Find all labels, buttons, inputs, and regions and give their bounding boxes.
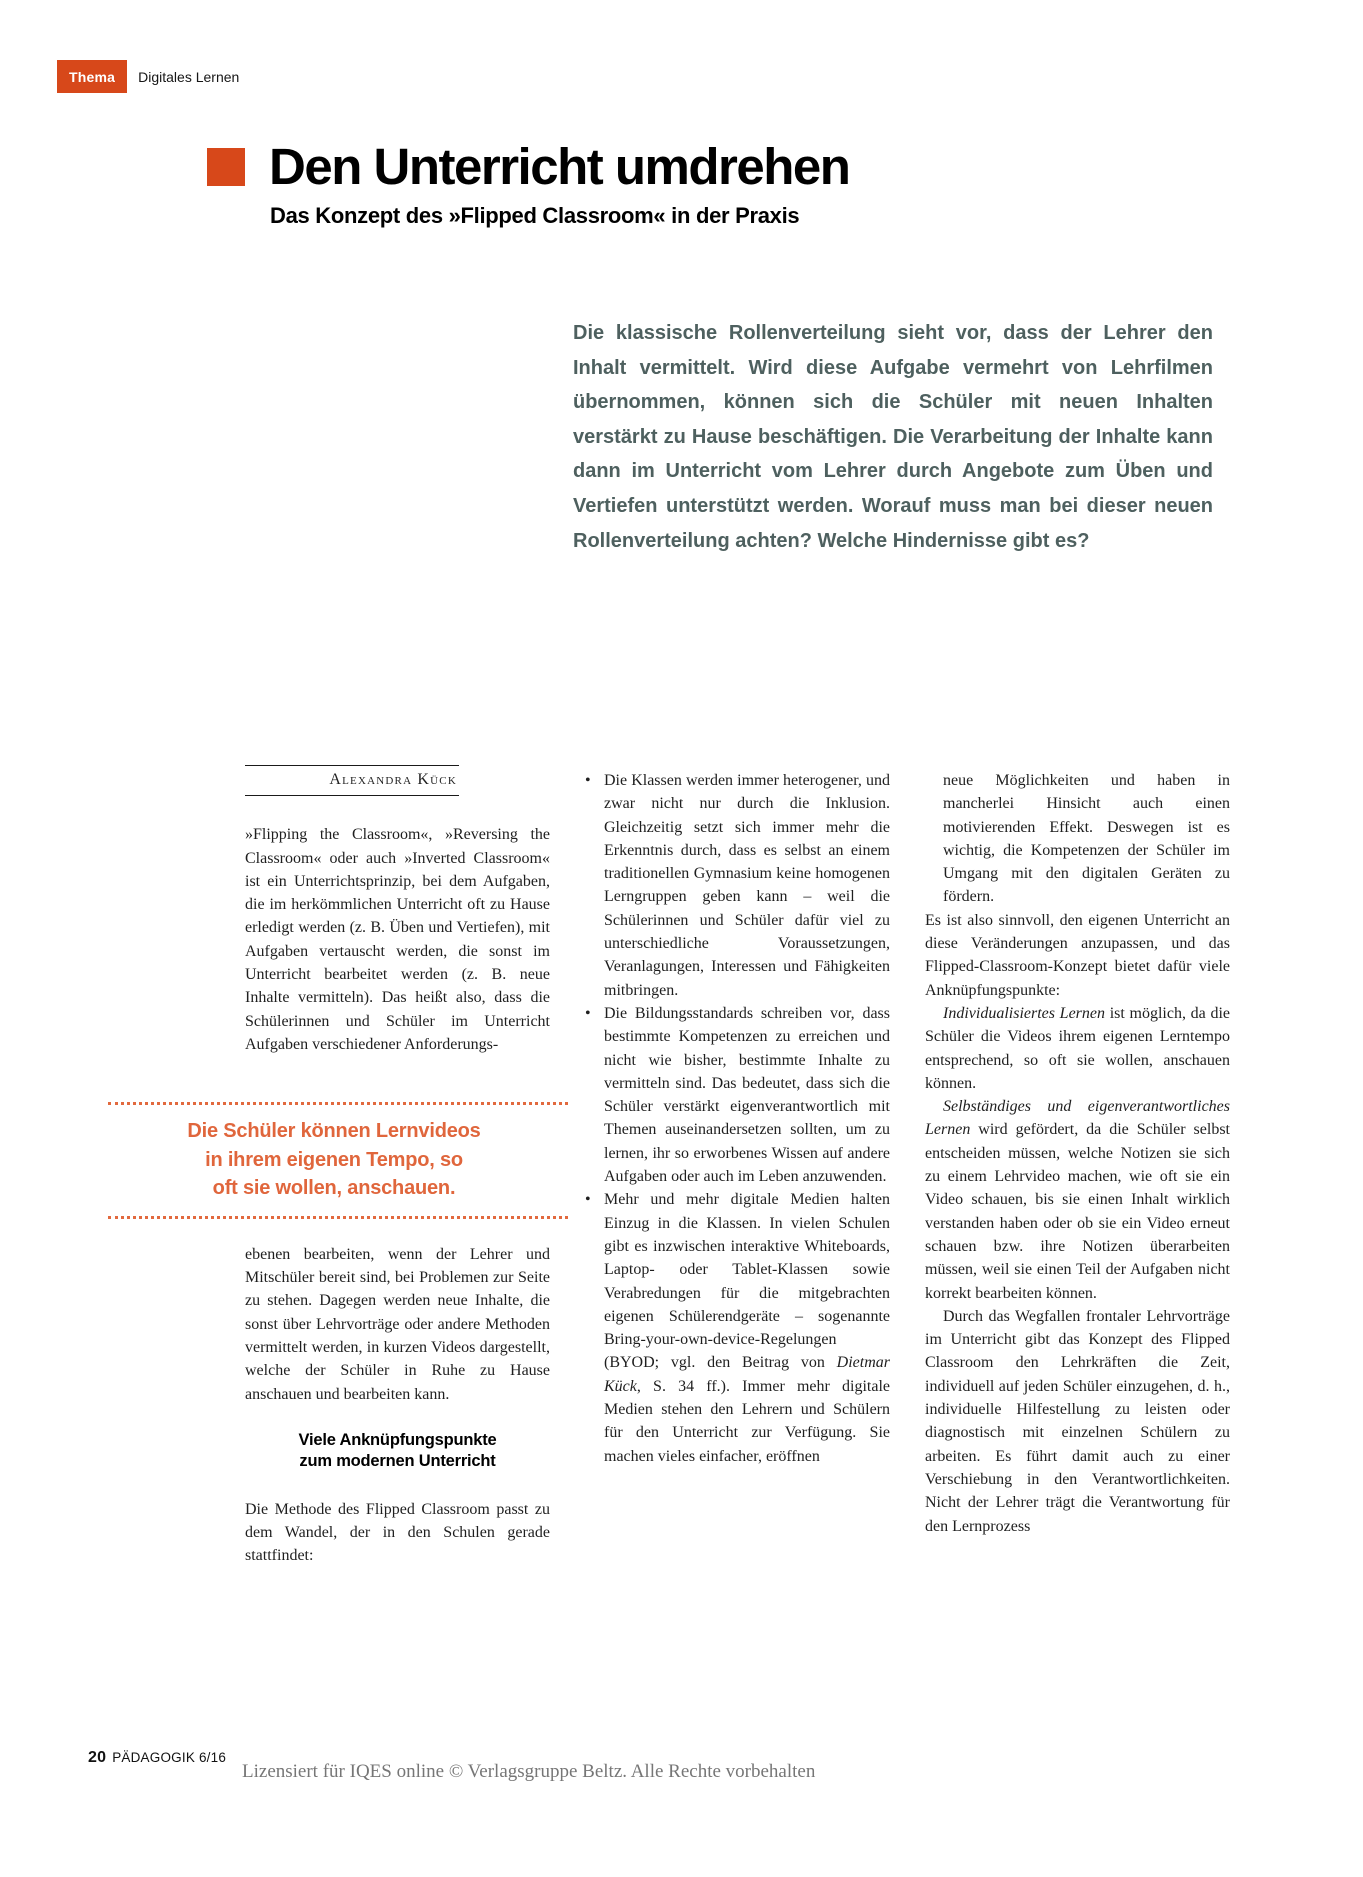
thema-badge: Thema [57, 60, 127, 93]
kicker [57, 60, 239, 93]
paragraph: neue Möglichkeiten und haben in mancherlei Hinsicht auch einen motivierenden Effekt. Deswegen ist es wichtig, die Kompetenzen der Schüler im Umgang mit den digitalen Geräten zu fördern. [943, 772, 1230, 906]
paragraph: Selbständiges und eigenverantwortliches Lernen wird gefördert, da die Schüler selbst entscheiden müssen, welche Notizen sie sich zu einem Lehrvideo machen, wie oft sie ein Video schauen, bis sie einen Inhalt wirklich verstanden haben oder ob sie ein Video erneut schauen bzw. ihre Notizen überarbeiten müssen, weil sie einen Teil der Aufgaben nicht korrekt bearbeiten können. [925, 1098, 1230, 1302]
column-2 [585, 762, 890, 1568]
bullet-marker: • [585, 772, 591, 789]
standfirst: Die klassische Rollenverteilung sieht vor, dass der Lehrer den Inhalt vermittelt. Wird diese Aufgabe vermehrt von Lehrfilmen übernommen, können sich die Schüler mit neuen Inhalten verstärkt zu Hause beschäftigen. Die Verarbeitung der Inhalte kann dann im Unterricht vom Lehrer durch Angebote zum Üben und Vertiefen unterstützt werden. Worauf muss man bei dieser neuen Rollenverteilung achten? Welche Hindernisse gibt es? [573, 322, 1213, 552]
paragraph: Individualisiertes Lernen ist möglich, da die Schüler die Videos ihrem eigenen Lerntempo entsprechend, so oft sie wollen, anschauen können. [925, 1004, 1231, 1092]
article-body [187, 762, 1231, 1568]
page-title: Den Unterricht umdrehen [269, 138, 850, 195]
bullet-item [585, 1188, 890, 1468]
pull-quote-line: oft sie wollen, anschauen. [212, 1177, 456, 1200]
bullet-item [585, 1002, 890, 1188]
subhead-line: Viele Anknüpfungspunkte [298, 1430, 497, 1449]
pull-quote [108, 1102, 568, 1219]
paragraph: Durch das Wegfallen frontaler Lehrvorträge im Unterricht gibt das Konzept des Flipped Classroom den Lehrkräften die Zeit, individuell auf jeden Schüler einzugehen, d. h., individuelle Hilfestellung zu leisten oder diagnostisch mit einzelnen Schülern zu arbeiten. Es führt damit auch zu einer Verschiebung in den Verantwortlichkeiten. Nicht der Lehrer trägt die Verantwortung für den Lernprozess [925, 1307, 1230, 1535]
column-1 [187, 762, 550, 1568]
page-subtitle: Das Konzept des »Flipped Classroom« in der Praxis [270, 203, 800, 228]
page-folio [88, 1749, 226, 1767]
paragraph: Es ist also sinnvoll, den eigenen Unterricht an diese Veränderungen anzupassen, und das Flipped-Classroom-Konzept bietet dafür viele Anknüpfungspunkte: [925, 911, 1230, 999]
bullet-text: Mehr und mehr digitale Medien halten Einzug in die Klassen. In vielen Schulen gibt es inzwischen interaktive Whiteboards, Laptop- oder Tablet-Klassen sowie Verabredungen für die mitgebrachten eigenen Schülerendgeräte – sogenannte Bring-your-own-device-Regelungen (BYOD; vgl. den Beitrag von Dietmar Kück, S. 34 ff.). Immer mehr digitale Medien stehen den Lehrern und Schülern für den Unterricht zur Verfügung. Sie machen vieles einfacher, eröffnen [604, 1191, 890, 1465]
bullet-text: Die Bildungsstandards schreiben vor, dass bestimmte Kompetenzen zu erreichen und nicht wie bisher, bestimmte Inhalte zu vermitteln sind. Das bedeutet, dass sich die Schüler verstärkt eigenverantwortlich mit Themen auseinandersetzen sollten, um zu lernen, ihr so erworbenes Wissen auf andere Aufgaben oder auch im Leben anzuwenden. [604, 1004, 890, 1186]
column-3 [925, 762, 1230, 1568]
pull-quote-line: in ihrem eigenen Tempo, so [205, 1148, 463, 1171]
pull-quote-line: Die Schüler können Lernvideos [187, 1120, 481, 1143]
bullet-text: Die Klassen werden immer heterogener, und zwar nicht nur durch die Inklusion. Gleichzeitig setzt sich immer mehr die Erkenntnis durch, dass es selbst an einem traditionellen Gymnasium keine homogenen Lerngruppen geben kann – weil die Schülerinnen und Schüler dafür viel zu unterschiedliche Voraussetzungen, Veranlagungen, Interessen und Fähigkeiten mitbringen. [604, 772, 890, 999]
title-accent-square [207, 148, 245, 186]
bullet-marker: • [585, 1004, 591, 1022]
author-byline: Alexandra Kück [245, 765, 459, 796]
subhead-line: zum modernen Unterricht [299, 1451, 496, 1470]
bullet-marker: • [585, 1191, 591, 1209]
paragraph: ebenen bearbeiten, wenn der Lehrer und Mitschüler bereit sind, bei Problemen zur Seite zu stehen. Dagegen werden neue Inhalte, die sonst über Lehrvorträge oder andere Methoden vermittelt werden, in kurzen Videos dargestellt, welche der Schüler in Ruhe zu Hause anschauen und bearbeiten kann. [245, 1245, 550, 1403]
paragraph: Die Methode des Flipped Classroom passt zu dem Wandel, der in den Schulen gerade stattfindet: [245, 1500, 550, 1565]
paragraph: »Flipping the Classroom«, »Reversing the Classroom« oder auch »Inverted Classroom« ist ein Unterrichtsprinzip, bei dem Aufgaben, die im herkömmlichen Unterricht oft zu Hause erledigt werden (z. B. Üben und Vertiefen), mit Aufgaben vertauscht werden, die sonst im Unterricht bearbeitet werden (z. B. neue Inhalte vermitteln). Das heißt also, dass die Schülerinnen und Schüler im Unterricht Aufgaben verschiedener Anforderungs- [245, 826, 550, 1053]
magazine-name: PÄDAGOGIK 6/16 [112, 1750, 227, 1765]
page-number: 20 [88, 1749, 107, 1766]
kicker-topic-label: Digitales Lernen [138, 68, 240, 85]
bullet-item [585, 769, 890, 1002]
license-line: Lizensiert für IQES online © Verlagsgruppe Beltz. Alle Rechte vorbehalten [242, 1761, 816, 1782]
section-subhead [245, 1430, 550, 1472]
